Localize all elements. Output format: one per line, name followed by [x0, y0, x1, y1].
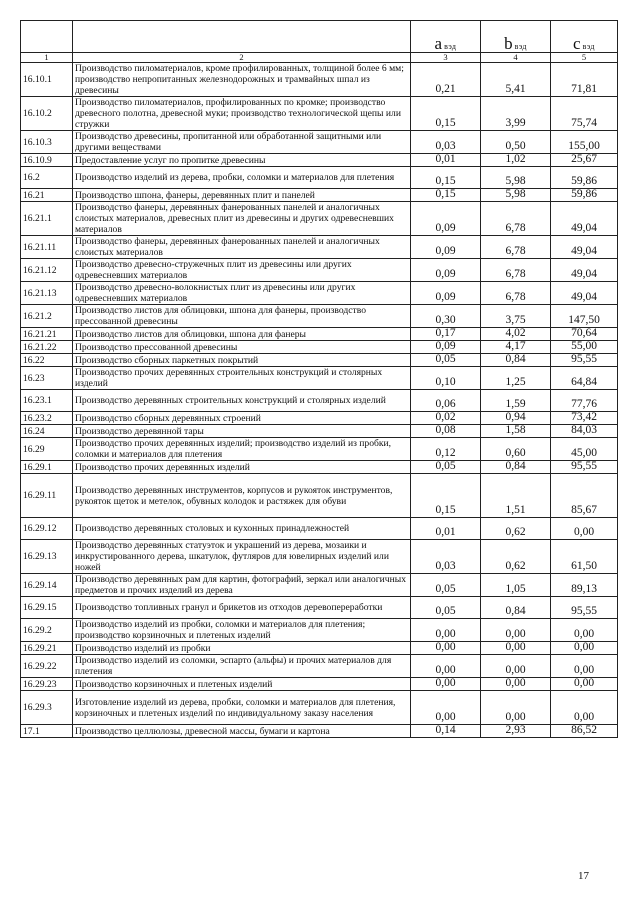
- row-value-a-cell: 0,00: [411, 619, 481, 642]
- row-value-a-cell: 0,09: [411, 341, 481, 354]
- row-value-a-cell: 0,02: [411, 412, 481, 425]
- row-value-b-cell: 3,75: [481, 305, 551, 328]
- row-code-cell: 16.29.23: [21, 678, 73, 691]
- table-row: [21, 655, 618, 678]
- column-number-row: [21, 53, 618, 63]
- header-col-b-sub: вэд: [514, 42, 527, 51]
- table-row: [21, 390, 618, 412]
- table-row: [21, 259, 618, 282]
- row-value-c-cell: 59,86: [551, 167, 618, 189]
- header-code-cell: [21, 21, 73, 53]
- column-number: 2: [73, 53, 411, 63]
- column-number: 5: [551, 53, 618, 63]
- row-value-c-cell: 0,00: [551, 619, 618, 642]
- row-value-a-cell: 0,15: [411, 189, 481, 202]
- table-row: [21, 131, 618, 154]
- row-value-c-cell: 89,13: [551, 574, 618, 597]
- table-row: [21, 425, 618, 438]
- table-row: [21, 236, 618, 259]
- row-value-b-cell: 0,62: [481, 540, 551, 574]
- table-row: [21, 574, 618, 597]
- row-value-c-cell: 155,00: [551, 131, 618, 154]
- header-col-c-sub: вэд: [582, 42, 595, 51]
- row-code-cell: 16.29.3: [21, 691, 73, 725]
- row-code-cell: 16.21.12: [21, 259, 73, 282]
- header-col-a-sub: вэд: [444, 42, 457, 51]
- row-code-cell: 16.21.13: [21, 282, 73, 305]
- header-col-a: [411, 21, 481, 53]
- row-value-c-cell: 49,04: [551, 259, 618, 282]
- row-value-b-cell: 0,00: [481, 678, 551, 691]
- row-value-a-cell: 0,00: [411, 691, 481, 725]
- row-name-cell: Производство шпона, фанеры, деревянных плит и панелей: [73, 189, 411, 202]
- row-value-a-cell: 0,30: [411, 305, 481, 328]
- row-value-b-cell: 5,41: [481, 63, 551, 97]
- column-number: 1: [21, 53, 73, 63]
- row-value-a-cell: 0,10: [411, 367, 481, 390]
- row-name-cell: Производство изделий из дерева, пробки, соломки и материалов для плетения: [73, 167, 411, 189]
- row-name-cell: Производство изделий из пробки, соломки и материалов для плетения; производство корзиночных и плетеных изделий: [73, 619, 411, 642]
- row-value-a-cell: 0,08: [411, 425, 481, 438]
- table-row: [21, 438, 618, 461]
- column-number: 4: [481, 53, 551, 63]
- row-value-b-cell: 4,17: [481, 341, 551, 354]
- header-row: [21, 21, 618, 53]
- row-value-c-cell: 0,00: [551, 678, 618, 691]
- row-code-cell: 16.23.2: [21, 412, 73, 425]
- row-name-cell: Производство топливных гранул и брикетов из отходов деревопереработки: [73, 597, 411, 619]
- row-value-a-cell: 0,03: [411, 540, 481, 574]
- row-value-c-cell: 61,50: [551, 540, 618, 574]
- row-value-b-cell: 6,78: [481, 236, 551, 259]
- table-row: [21, 597, 618, 619]
- column-number: 3: [411, 53, 481, 63]
- row-name-cell: Производство изделий из соломки, эспарто (альфы) и прочих материалов для плетения: [73, 655, 411, 678]
- row-code-cell: 16.21.2: [21, 305, 73, 328]
- table-row: [21, 412, 618, 425]
- row-name-cell: Производство листов для облицовки, шпона для фанеры: [73, 328, 411, 341]
- row-value-c-cell: 77,76: [551, 390, 618, 412]
- row-value-c-cell: 49,04: [551, 282, 618, 305]
- row-value-a-cell: 0,09: [411, 236, 481, 259]
- page-number: 17: [578, 870, 589, 882]
- table-row: [21, 461, 618, 474]
- row-value-a-cell: 0,09: [411, 202, 481, 236]
- row-name-cell: Производство прочих деревянных изделий: [73, 461, 411, 474]
- row-value-c-cell: 0,00: [551, 642, 618, 655]
- row-value-a-cell: 0,21: [411, 63, 481, 97]
- row-value-a-cell: 0,05: [411, 574, 481, 597]
- table-row: [21, 305, 618, 328]
- row-value-b-cell: 6,78: [481, 259, 551, 282]
- table-row: [21, 154, 618, 167]
- row-value-c-cell: 71,81: [551, 63, 618, 97]
- row-value-c-cell: 0,00: [551, 691, 618, 725]
- table-row: [21, 63, 618, 97]
- row-value-c-cell: 59,86: [551, 189, 618, 202]
- row-value-c-cell: 147,50: [551, 305, 618, 328]
- row-code-cell: 16.29.15: [21, 597, 73, 619]
- row-name-cell: Производство пиломатериалов, профилированных по кромке; производство древесного полотна, древесной муки; производство технологической щепы или стружки: [73, 97, 411, 131]
- table-row: [21, 354, 618, 367]
- row-value-b-cell: 1,59: [481, 390, 551, 412]
- row-code-cell: 16.21.11: [21, 236, 73, 259]
- table-row: [21, 540, 618, 574]
- row-value-b-cell: 5,98: [481, 189, 551, 202]
- row-value-c-cell: 45,00: [551, 438, 618, 461]
- table-row: [21, 725, 618, 738]
- row-value-b-cell: 1,05: [481, 574, 551, 597]
- row-name-cell: Производство прочих деревянных изделий; производство изделий из пробки, соломки и материалов для плетения: [73, 438, 411, 461]
- row-code-cell: 16.29.22: [21, 655, 73, 678]
- row-value-b-cell: 0,94: [481, 412, 551, 425]
- row-value-a-cell: 0,00: [411, 655, 481, 678]
- row-value-a-cell: 0,09: [411, 259, 481, 282]
- row-name-cell: Производство фанеры, деревянных фанерованных панелей и аналогичных слоистых материалов, древесных плит из древесины и других одревесневших материалов: [73, 202, 411, 236]
- row-value-b-cell: 0,84: [481, 354, 551, 367]
- row-value-b-cell: 0,50: [481, 131, 551, 154]
- header-col-c-letter: c: [573, 34, 581, 53]
- row-value-c-cell: 73,42: [551, 412, 618, 425]
- row-code-cell: 16.29.13: [21, 540, 73, 574]
- row-name-cell: Производство целлюлозы, древесной массы, бумаги и картона: [73, 725, 411, 738]
- table-row: [21, 619, 618, 642]
- row-value-b-cell: 1,02: [481, 154, 551, 167]
- row-value-c-cell: 95,55: [551, 354, 618, 367]
- row-code-cell: 16.10.2: [21, 97, 73, 131]
- row-value-a-cell: 0,03: [411, 131, 481, 154]
- row-value-a-cell: 0,09: [411, 282, 481, 305]
- row-name-cell: Производство деревянной тары: [73, 425, 411, 438]
- row-value-a-cell: 0,00: [411, 642, 481, 655]
- row-value-c-cell: 84,03: [551, 425, 618, 438]
- row-code-cell: 16.24: [21, 425, 73, 438]
- row-value-b-cell: 1,51: [481, 474, 551, 518]
- row-code-cell: 16.21.22: [21, 341, 73, 354]
- row-value-a-cell: 0,06: [411, 390, 481, 412]
- row-value-c-cell: 55,00: [551, 341, 618, 354]
- row-name-cell: Производство изделий из пробки: [73, 642, 411, 655]
- row-name-cell: Производство фанеры, деревянных фанерованных панелей и аналогичных слоистых материалов: [73, 236, 411, 259]
- row-value-b-cell: 0,60: [481, 438, 551, 461]
- row-value-c-cell: 95,55: [551, 461, 618, 474]
- row-code-cell: 16.21: [21, 189, 73, 202]
- table-row: [21, 328, 618, 341]
- row-code-cell: 17.1: [21, 725, 73, 738]
- row-value-a-cell: 0,05: [411, 461, 481, 474]
- row-name-cell: Производство деревянных статуэток и украшений из дерева, мозаики и инкрустированного дерева, шкатулок, футляров для ювелирных изделий или ножей: [73, 540, 411, 574]
- row-value-b-cell: 0,84: [481, 597, 551, 619]
- row-value-c-cell: 70,64: [551, 328, 618, 341]
- row-value-a-cell: 0,05: [411, 354, 481, 367]
- table-row: [21, 97, 618, 131]
- row-name-cell: Производство деревянных строительных конструкций и столярных изделий: [73, 390, 411, 412]
- row-value-a-cell: 0,15: [411, 97, 481, 131]
- row-name-cell: Производство листов для облицовки, шпона для фанеры, производство прессованной древесины: [73, 305, 411, 328]
- row-name-cell: Производство древесно-волокнистых плит из древесины или других одревесневших материалов: [73, 282, 411, 305]
- table-row: [21, 691, 618, 725]
- table-row: [21, 202, 618, 236]
- row-value-b-cell: 0,84: [481, 461, 551, 474]
- table-row: [21, 341, 618, 354]
- row-value-a-cell: 0,01: [411, 154, 481, 167]
- row-value-b-cell: 1,25: [481, 367, 551, 390]
- row-value-a-cell: 0,12: [411, 438, 481, 461]
- row-code-cell: 16.21.21: [21, 328, 73, 341]
- table-body: [21, 63, 618, 738]
- row-value-c-cell: 25,67: [551, 154, 618, 167]
- row-value-b-cell: 1,58: [481, 425, 551, 438]
- row-code-cell: 16.23: [21, 367, 73, 390]
- row-value-a-cell: 0,15: [411, 167, 481, 189]
- row-value-a-cell: 0,00: [411, 678, 481, 691]
- row-value-b-cell: 6,78: [481, 282, 551, 305]
- row-name-cell: Производство корзиночных и плетеных изделий: [73, 678, 411, 691]
- row-name-cell: Производство сборных паркетных покрытий: [73, 354, 411, 367]
- row-value-b-cell: 0,00: [481, 655, 551, 678]
- table-row: [21, 167, 618, 189]
- row-value-b-cell: 4,02: [481, 328, 551, 341]
- coefficient-table: [20, 20, 618, 738]
- row-value-b-cell: 0,62: [481, 518, 551, 540]
- row-value-a-cell: 0,15: [411, 474, 481, 518]
- row-value-b-cell: 3,99: [481, 97, 551, 131]
- row-code-cell: 16.29.21: [21, 642, 73, 655]
- row-value-b-cell: 0,00: [481, 691, 551, 725]
- row-code-cell: 16.29.12: [21, 518, 73, 540]
- row-name-cell: Производство древесно-стружечных плит из древесины или других одревесневших материалов: [73, 259, 411, 282]
- header-col-a-letter: a: [434, 34, 443, 53]
- table-row: [21, 518, 618, 540]
- row-code-cell: 16.29.14: [21, 574, 73, 597]
- row-name-cell: Производство прессованной древесины: [73, 341, 411, 354]
- table-row: [21, 474, 618, 518]
- row-value-c-cell: 0,00: [551, 518, 618, 540]
- table-row: [21, 678, 618, 691]
- row-code-cell: 16.22: [21, 354, 73, 367]
- row-value-b-cell: 5,98: [481, 167, 551, 189]
- row-code-cell: 16.29.2: [21, 619, 73, 642]
- row-value-b-cell: 6,78: [481, 202, 551, 236]
- row-value-c-cell: 64,84: [551, 367, 618, 390]
- row-value-c-cell: 85,67: [551, 474, 618, 518]
- row-value-c-cell: 95,55: [551, 597, 618, 619]
- row-value-a-cell: 0,01: [411, 518, 481, 540]
- table-row: [21, 367, 618, 390]
- row-name-cell: Предоставление услуг по пропитке древесины: [73, 154, 411, 167]
- row-name-cell: Производство деревянных рам для картин, фотографий, зеркал или аналогичных предметов и прочих изделий из дерева: [73, 574, 411, 597]
- row-code-cell: 16.29: [21, 438, 73, 461]
- row-value-b-cell: 2,93: [481, 725, 551, 738]
- row-name-cell: Производство деревянных инструментов, корпусов и рукояток инструментов, рукояток щеток и метелок, обувных колодок и растяжек для обуви: [73, 474, 411, 518]
- row-name-cell: Производство сборных деревянных строений: [73, 412, 411, 425]
- row-code-cell: 16.2: [21, 167, 73, 189]
- row-code-cell: 16.21.1: [21, 202, 73, 236]
- header-col-b-letter: b: [504, 34, 513, 53]
- table-row: [21, 189, 618, 202]
- row-code-cell: 16.29.11: [21, 474, 73, 518]
- row-code-cell: 16.10.3: [21, 131, 73, 154]
- row-value-a-cell: 0,05: [411, 597, 481, 619]
- row-value-c-cell: 75,74: [551, 97, 618, 131]
- row-value-c-cell: 86,52: [551, 725, 618, 738]
- coefficient-table-sheet: [20, 20, 617, 738]
- row-code-cell: 16.23.1: [21, 390, 73, 412]
- header-name-cell: [73, 21, 411, 53]
- row-name-cell: Изготовление изделий из дерева, пробки, соломки и материалов для плетения, корзиночных и плетеных изделий по индивидуальному заказу населения: [73, 691, 411, 725]
- table-row: [21, 642, 618, 655]
- row-value-c-cell: 49,04: [551, 236, 618, 259]
- row-value-c-cell: 49,04: [551, 202, 618, 236]
- row-code-cell: 16.10.1: [21, 63, 73, 97]
- table-row: [21, 282, 618, 305]
- row-value-b-cell: 0,00: [481, 642, 551, 655]
- row-name-cell: Производство прочих деревянных строительных конструкций и столярных изделий: [73, 367, 411, 390]
- row-code-cell: 16.10.9: [21, 154, 73, 167]
- row-value-a-cell: 0,14: [411, 725, 481, 738]
- row-name-cell: Производство деревянных столовых и кухонных принадлежностей: [73, 518, 411, 540]
- row-value-a-cell: 0,17: [411, 328, 481, 341]
- row-name-cell: Производство пиломатериалов, кроме профилированных, толщиной более 6 мм; производство непропитанных железнодорожных и трамвайных шпал из древесины: [73, 63, 411, 97]
- row-name-cell: Производство древесины, пропитанной или обработанной защитными или другими веществами: [73, 131, 411, 154]
- row-value-b-cell: 0,00: [481, 619, 551, 642]
- row-value-c-cell: 0,00: [551, 655, 618, 678]
- row-code-cell: 16.29.1: [21, 461, 73, 474]
- header-col-b: [481, 21, 551, 53]
- header-col-c: [551, 21, 618, 53]
